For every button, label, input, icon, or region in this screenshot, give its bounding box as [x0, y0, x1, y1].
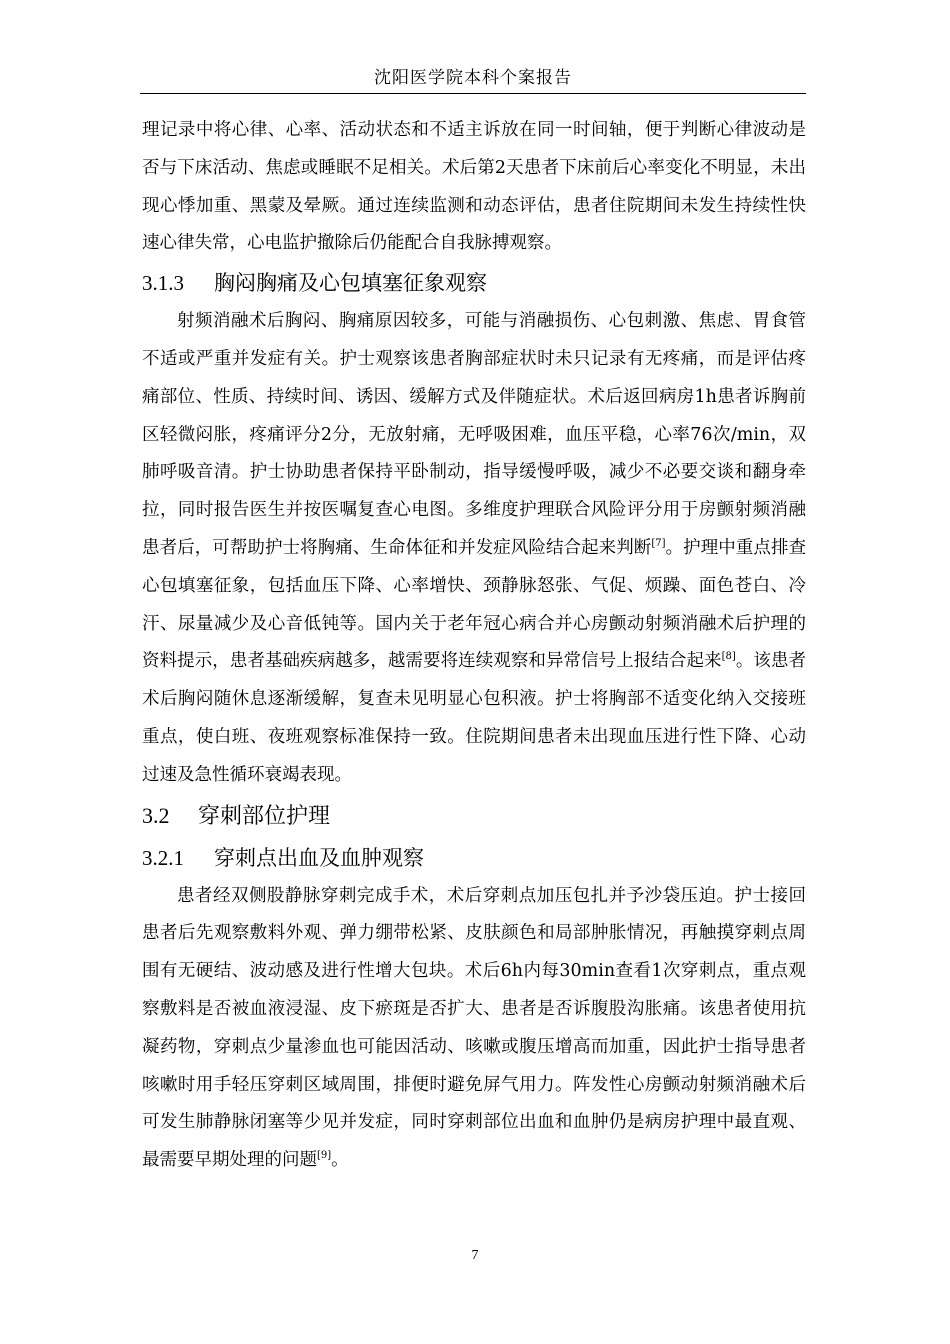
paragraph-text: 射频消融术后胸闷、胸痛原因较多，可能与消融损伤、心包刺激、焦虑、胃食管不适或严重并发症有关。护士观察该患者胸部症状时未只记录有无疼痛，而是评估疼痛部位、性质、持续时间、诱因、缓解方式及伴随症状。术后返回病房1h患者诉胸前区轻微闷胀，疼痛评分2分，无放射痛，无呼吸困难，血压平稳，心率76次/min，双肺呼吸音清。护士协助患者保持平卧制动，指导缓慢呼吸，减少不必要交谈和翻身牵拉，同时报告医生并按医嘱复查心电图。多维度护理联合风险评分用于房颤射频消融患者后，可帮助护士将胸痛、生命体征和并发症风险结合起来判断	[142, 311, 806, 558]
page-content	[142, 112, 806, 1180]
paragraph-chest-pain	[142, 303, 806, 794]
paragraph-continued: 理记录中将心律、心率、活动状态和不适主诉放在同一时间轴，便于判断心律波动是否与下床活动、焦虑或睡眠不足相关。术后第2天患者下床前后心率变化不明显，未出现心悸加重、黑蒙及晕厥。通过连续监测和动态评估，患者住院期间未发生持续性快速心律失常，心电监护撤除后仍能配合自我脉搏观察。	[142, 120, 806, 254]
section-number: 3.2.1	[142, 845, 184, 870]
section-heading-3-2-1	[142, 838, 806, 878]
header-rule	[140, 93, 806, 94]
paragraph-text: 患者经双侧股静脉穿刺完成手术，术后穿刺点加压包扎并予沙袋压迫。护士接回患者后先观察敷料外观、弹力绷带松紧、皮肤颜色和局部肿胀情况，再触摸穿刺点周围有无硬结、波动感及进行性增大包块。术后6h内每30min查看1次穿刺点，重点观察敷料是否被血液浸湿、皮下瘀斑是否扩大、患者是否诉腹股沟胀痛。该患者使用抗凝药物，穿刺点少量渗血也可能因活动、咳嗽或腹压增高而加重，因此护士指导患者咳嗽时用手轻压穿刺区域周围，排便时避免屏气用力。阵发性心房颤动射频消融术后可发生肺静脉闭塞等少见并发症，同时穿刺部位出血和血肿仍是病房护理中最直观、最需要早期处理的问题	[142, 885, 806, 1171]
citation-7: [7]	[651, 537, 666, 549]
section-number: 3.1.3	[142, 271, 184, 296]
paragraph-text: 。	[331, 1150, 349, 1171]
section-title: 穿刺部位护理	[198, 803, 331, 829]
section-heading-3-1-3	[142, 263, 806, 303]
citation-9: [9]	[317, 1150, 332, 1162]
section-heading-3-2	[142, 795, 806, 838]
citation-8: [8]	[721, 651, 736, 663]
paragraph-puncture-site	[142, 878, 806, 1180]
section-title: 胸闷胸痛及心包填塞征象观察	[214, 271, 487, 296]
page-header-title: 沈阳医学院本科个案报告	[374, 68, 572, 88]
paragraph-text: 。护理中重点排查心包填塞征象，包括血压下降、心率增快、颈静脉怒张、气促、烦躁、面色苍白、冷汗、尿量减少及心音低钝等。国内关于老年冠心病合并心房颤动射频消融术后护理的资料提示，患者基础疾病越多，越需要将连续观察和异常信号上报结合起来	[142, 537, 807, 672]
section-number: 3.2	[142, 802, 170, 828]
paragraph-text: 。该患者术后胸闷随休息逐渐缓解，复查未见明显心包积液。护士将胸部不适变化纳入交接班重点，使白班、夜班观察标准保持一致。住院期间患者未出现血压进行性下降、心动过速及急性循环衰竭表现。	[142, 651, 807, 785]
section-title: 穿刺点出血及血肿观察	[214, 845, 424, 870]
page-number: 7	[471, 1248, 479, 1263]
